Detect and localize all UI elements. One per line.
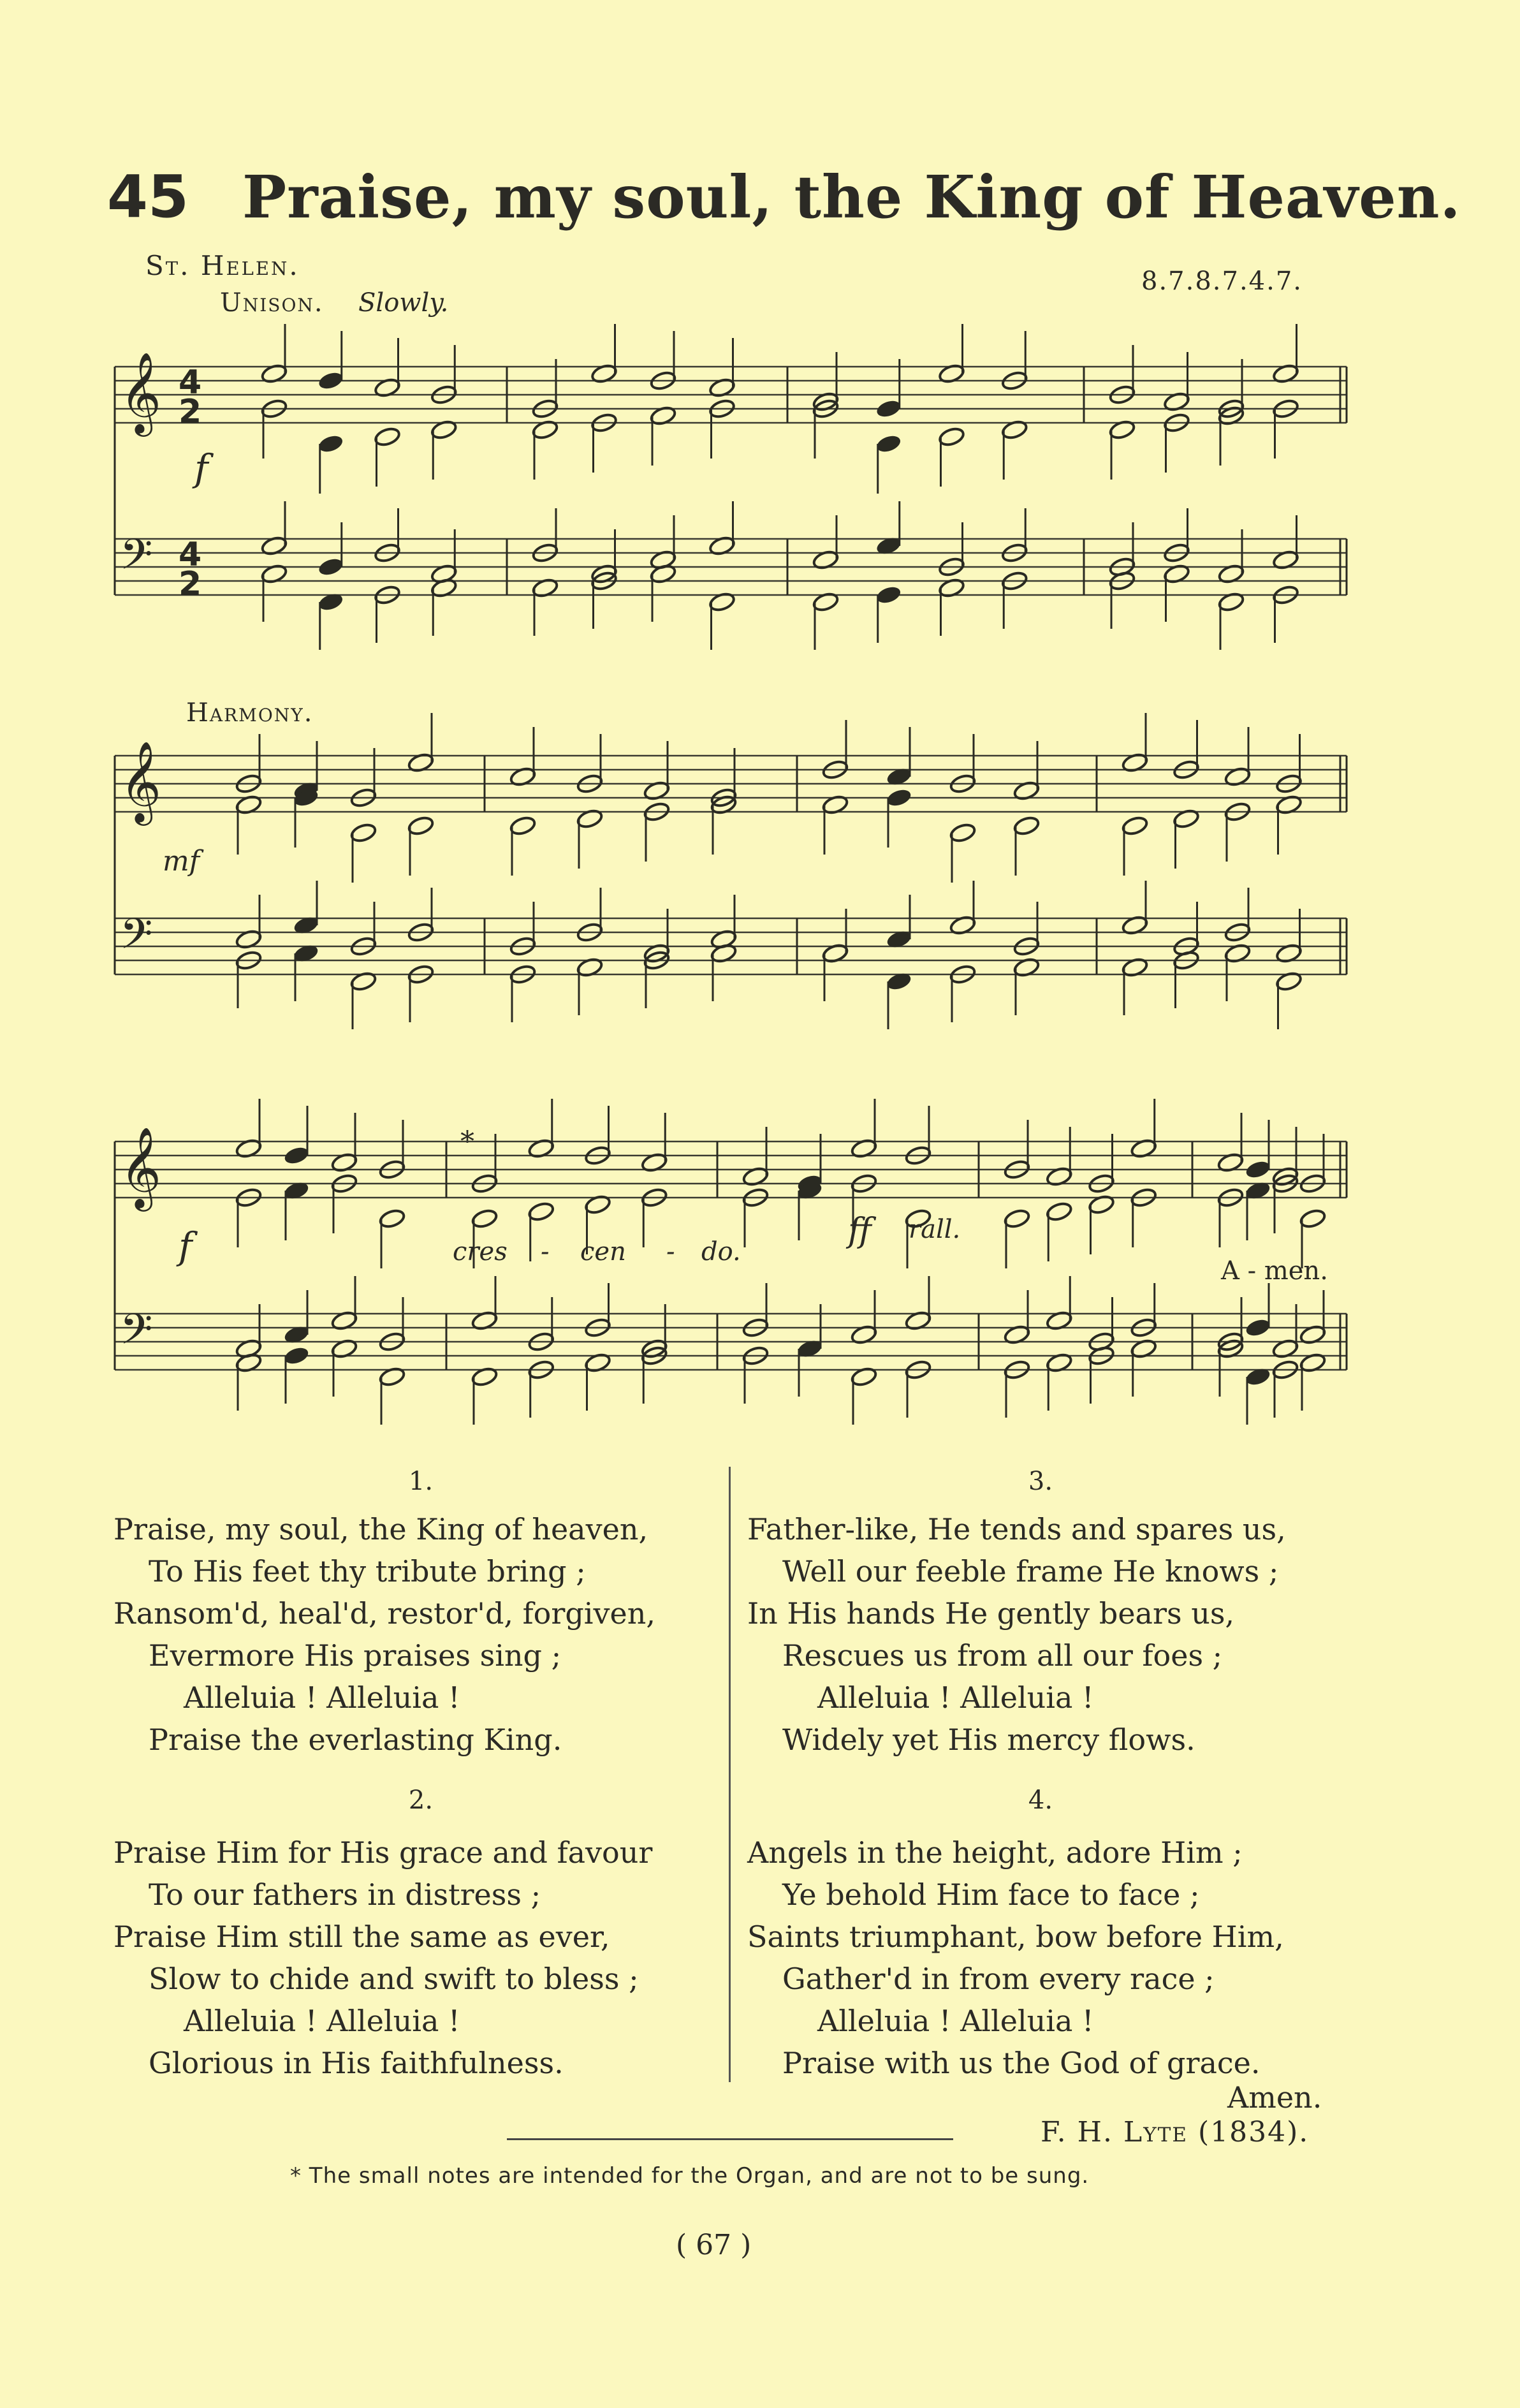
verse-number-1: 1. — [408, 1467, 434, 1496]
verse-line: Praise with us the God of grace. — [782, 2046, 1261, 2080]
verse-line: To our fathers in distress ; — [149, 1877, 541, 1912]
treble-clef: 𝄞 — [120, 740, 162, 822]
harmony-label: Harmony. — [186, 698, 314, 728]
note-head — [885, 787, 912, 809]
column-divider — [729, 1467, 731, 2082]
note-head — [1299, 1208, 1326, 1230]
note-head — [317, 433, 344, 455]
note-head — [471, 1208, 498, 1230]
tune-name: St. Helen. — [145, 250, 300, 281]
verse-line: Slow to chide and swift to bless ; — [149, 1962, 639, 1996]
note-head — [407, 815, 434, 837]
hymn-number: 45 — [107, 163, 189, 231]
note-head — [1244, 1159, 1271, 1180]
verse-line: Praise, my soul, the King of heaven, — [113, 1512, 648, 1546]
treble-clef: 𝄞 — [120, 1126, 162, 1208]
crescendo-cres: cres — [453, 1237, 508, 1266]
asterisk-mark: * — [460, 1126, 474, 1158]
crescendo-dash-1: - — [541, 1237, 550, 1266]
verse-1 — [113, 1508, 655, 1761]
verse-line: Alleluia ! Alleluia ! — [817, 2004, 1094, 2038]
page-number: ( 67 ) — [676, 2229, 752, 2261]
bass-clef: 𝄢 — [120, 530, 153, 589]
note-head — [1046, 1201, 1073, 1222]
verse-line: Alleluia ! Alleluia ! — [184, 1680, 460, 1715]
verse-line: Saints triumphant, bow before Him, — [747, 1920, 1284, 1954]
note-head — [1012, 815, 1040, 837]
note-head — [875, 433, 902, 455]
note-head — [1003, 1208, 1030, 1230]
author: F. H. Lyte (1834). — [1041, 2116, 1310, 2148]
crescendo-dash-2: - — [666, 1237, 675, 1266]
verse-line: To His feet thy tribute bring ; — [149, 1554, 586, 1589]
dynamic-marking-4: ff — [848, 1212, 872, 1250]
verse-line: Ye behold Him face to face ; — [782, 1877, 1200, 1912]
note-head — [904, 1208, 932, 1230]
verse-line: Angels in the height, adore Him ; — [747, 1835, 1243, 1870]
staves — [115, 351, 1347, 1370]
verse-line: Glorious in His faithfulness. — [149, 2046, 564, 2080]
verse-number-4: 4. — [1028, 1786, 1053, 1815]
rall-marking: rall. — [909, 1215, 961, 1244]
note-head — [378, 1208, 406, 1230]
bass-clef: 𝄢 — [120, 909, 153, 969]
verse-line: In His hands He gently bears us, — [747, 1596, 1235, 1631]
footnote: * The small notes are intended for the Organ, and are not to be sung. — [290, 2163, 1090, 2189]
verse-line: Father-like, He tends and spares us, — [747, 1512, 1286, 1546]
note-head — [949, 822, 976, 844]
note-head — [282, 1345, 310, 1367]
verse-line: Praise the everlasting King. — [149, 1722, 562, 1757]
dynamic-marking-1: f — [194, 446, 208, 490]
verse-number-3: 3. — [1028, 1467, 1053, 1496]
verse-line: Alleluia ! Alleluia ! — [817, 1680, 1094, 1715]
tempo-marking: Slowly. — [358, 288, 449, 318]
note-head — [875, 584, 902, 606]
note-head — [317, 370, 344, 392]
crescendo-cen: cen — [580, 1237, 626, 1266]
crescendo-do: do. — [701, 1237, 741, 1266]
note-head — [509, 815, 536, 837]
verse-line: Gather'd in from every race ; — [782, 1962, 1215, 1996]
note-head — [527, 1201, 555, 1222]
note-head — [875, 398, 902, 420]
dynamic-marking-3: f — [179, 1224, 193, 1268]
verse-line: Well our feeble frame He knows ; — [782, 1554, 1279, 1589]
time-signature: 4 — [179, 363, 202, 402]
verse-2 — [113, 1832, 652, 2084]
note-head — [374, 426, 401, 448]
meter: 8.7.8.7.4.7. — [1141, 267, 1303, 296]
note-head — [1121, 815, 1148, 837]
verse-line: Praise Him for His grace and favour — [113, 1835, 653, 1870]
bass-clef: 𝄢 — [120, 1305, 153, 1364]
verse-number-2: 2. — [408, 1786, 434, 1815]
dynamic-marking-2: mf — [163, 845, 200, 877]
time-signature: 4 — [179, 536, 202, 574]
verse-line: Praise Him still the same as ever, — [113, 1920, 610, 1954]
verse-line: Rescues us from all our foes ; — [782, 1638, 1223, 1673]
verse-4 — [747, 1832, 1284, 2084]
unison-label: Unison. — [220, 288, 324, 318]
hymn-title: Praise, my soul, the King of Heaven. — [242, 163, 1461, 231]
verse-line: Widely yet His mercy flows. — [782, 1722, 1195, 1757]
amen-text: Amen. — [1227, 2080, 1322, 2115]
author-rule — [507, 2138, 953, 2140]
note-head — [938, 426, 965, 448]
verse-line: Ransom'd, heal'd, restor'd, forgiven, — [113, 1596, 655, 1631]
time-signature: 2 — [179, 565, 202, 603]
amen-label: A - men. — [1221, 1256, 1328, 1286]
time-signature: 2 — [179, 393, 202, 431]
notes — [235, 324, 1326, 1425]
note-head — [317, 556, 344, 578]
verse-line: Alleluia ! Alleluia ! — [184, 2004, 460, 2038]
verse-3 — [747, 1508, 1286, 1761]
note-head — [1244, 1317, 1271, 1339]
verse-line: Evermore His praises sing ; — [149, 1638, 562, 1673]
note-head — [349, 822, 377, 844]
treble-clef: 𝄞 — [120, 351, 162, 433]
note-head — [282, 1145, 310, 1166]
